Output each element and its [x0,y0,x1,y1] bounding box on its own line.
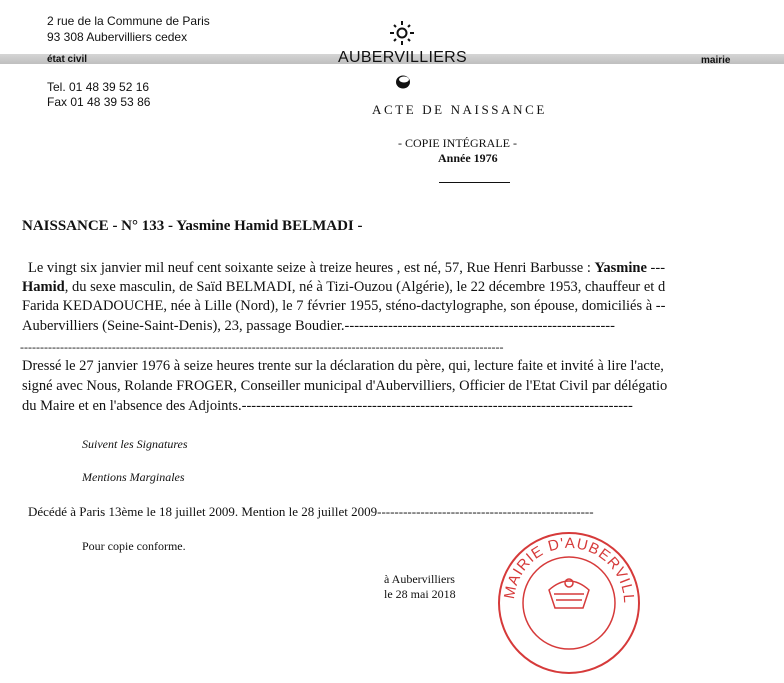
address-line-1: 2 rue de la Commune de Paris [47,14,210,28]
issue-place: à Aubervilliers [384,572,455,586]
paragraph2-line3: du Maire et en l'absence des Adjoints.--------------------------------------------------------------------------------- [22,398,633,414]
crescent-logo-icon [395,75,411,89]
sun-logo-icon [388,19,416,47]
record-heading-name: Yasmine Hamid BELMADI [176,218,354,234]
mentions-note: Mentions Marginales [82,470,185,484]
signatures-note: Suivent les Signatures [82,437,188,451]
title-underline [439,182,510,183]
pour-copie-conforme: Pour copie conforme. [82,539,186,553]
p1-line2-text: , du sexe masculin, de Saïd BELMADI, né à Tizi-Ouzou (Algérie), le 22 décembre 1953, chauffeur et d [64,279,666,295]
paragraph2-line2: signé avec Nous, Rolande FROGER, Conseiller municipal d'Aubervilliers, Officier de l'Etat Civil par délégatio [22,378,668,394]
paragraph1-line2 [22,279,665,296]
separator-dashes: ------------------------------------------------------------------------------------------------------------------------- [20,340,504,354]
etat-civil-label: état civil [47,54,88,65]
tel-line: Tel. 01 48 39 52 16 [47,80,150,94]
mairie-label: mairie [701,55,731,66]
record-heading-suffix: - [353,218,363,234]
address-line-2: 93 308 Aubervilliers cedex [47,30,188,44]
p1-line1-firstname: Yasmine [594,260,647,276]
paragraph1-line4: Aubervilliers (Seine-Saint-Denis), 23, passage Boudier.-------------------------------------------------------- [22,318,615,334]
stamp-text: MAIRIE D'AUBERVILL [500,534,638,605]
copy-type: - COPIE INTÉGRALE - [398,136,517,150]
town-name: AUBERVILLIERS [338,49,467,66]
svg-text:MAIRIE D'AUBERVILLIERS [494,528,637,604]
mairie-stamp [494,528,644,678]
paragraph2-line1: Dressé le 27 janvier 1976 à seize heures trente sur la déclaration du père, qui, lecture faite et invité à lire l'acte, [22,358,664,374]
paragraph1-line3: Farida KEDADOUCHE, née à Lille (Nord), le 7 février 1955, sténo-dactylographe, son épouse, domiciliés à -- [22,298,666,314]
p1-line1-dashes: --- [646,260,666,276]
issue-date: le 28 mai 2018 [384,587,456,601]
fax-line: Fax 01 48 39 53 86 [47,95,151,109]
document-title: ACTE DE NAISSANCE [372,102,547,117]
paragraph1-line1 [28,260,665,277]
record-heading [22,218,363,235]
p1-line2-firstname: Hamid [22,279,65,295]
deces-mention: Décédé à Paris 13ème le 18 juillet 2009. Mention le 28 juillet 2009-------------------------------------------------- [28,504,594,519]
document-year: Année 1976 [438,151,498,165]
record-heading-prefix: NAISSANCE - N° 133 - [22,218,177,234]
p1-line1-text: Le vingt six janvier mil neuf cent soixante seize à treize heures , est né, 57, Rue Henri Barbusse : [28,260,595,276]
